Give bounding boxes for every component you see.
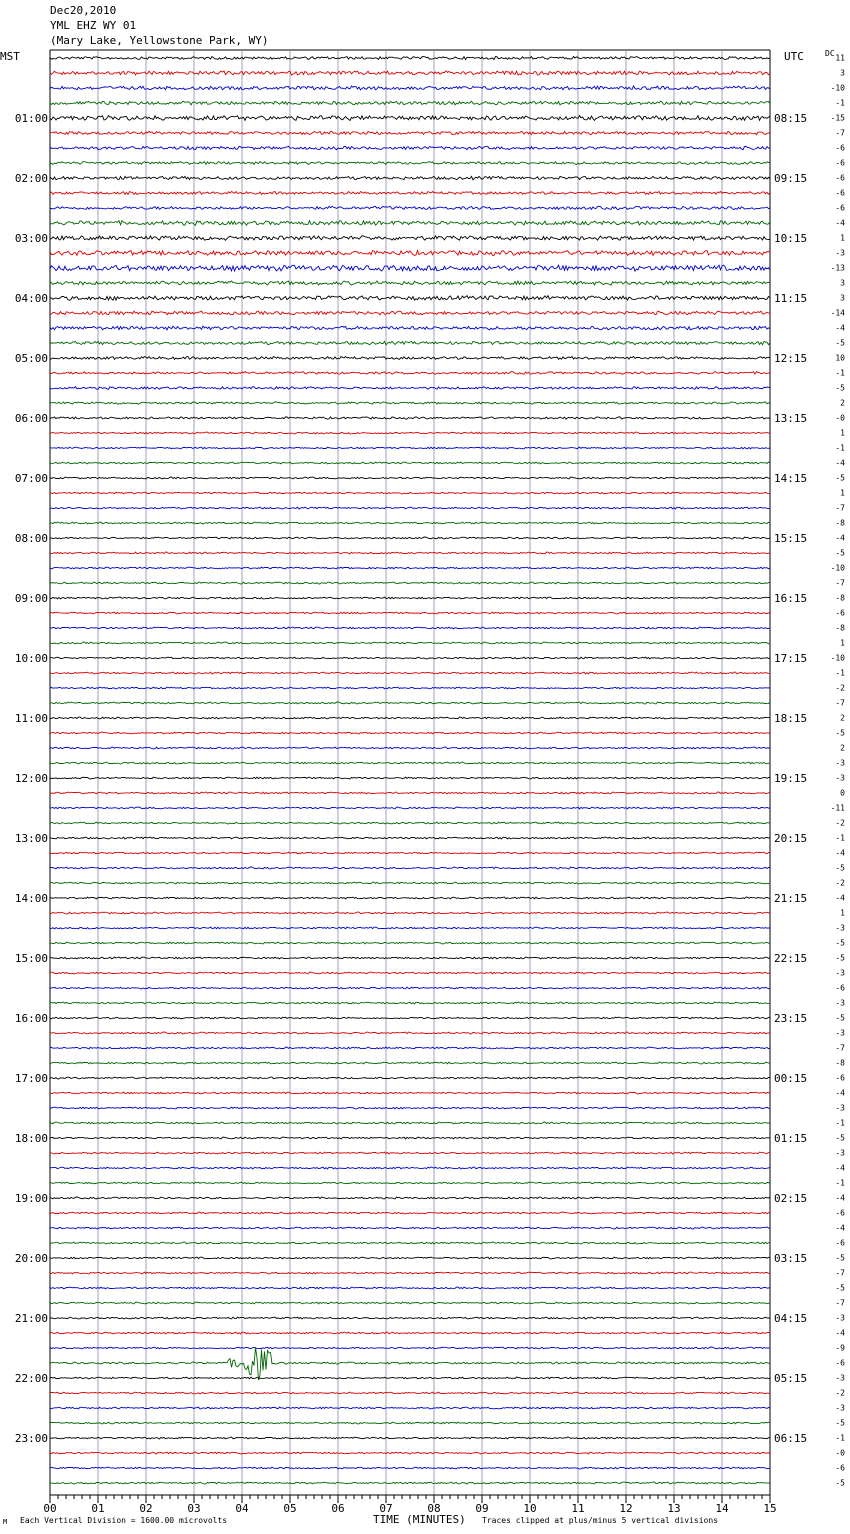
dc-offset-value: -1 <box>835 668 845 678</box>
seismic-trace <box>50 356 770 359</box>
seismic-trace <box>50 57 770 60</box>
seismic-trace <box>50 1287 770 1289</box>
seismic-trace <box>50 417 770 419</box>
seismic-trace <box>50 552 770 554</box>
hour-label-mst: 16:00 <box>14 1012 48 1025</box>
seismic-trace <box>50 1257 770 1259</box>
scale-note: Each Vertical Division = 1600.00 microvolts <box>20 1516 228 1525</box>
dc-offset-value: -6 <box>835 203 845 213</box>
seismic-trace <box>50 1392 770 1394</box>
x-tick-label: 03 <box>187 1502 201 1515</box>
dc-offset-value: -0 <box>835 413 845 423</box>
seismic-trace <box>50 86 770 90</box>
dc-offset-value: -1 <box>835 1178 845 1188</box>
seismic-trace <box>50 732 770 734</box>
hour-label-mst: 22:00 <box>14 1372 48 1385</box>
hour-label-mst: 06:00 <box>14 412 48 425</box>
dc-offset-value: -5 <box>835 1133 845 1143</box>
seismic-trace <box>50 852 770 854</box>
seismic-trace <box>50 882 770 884</box>
seismic-trace <box>50 176 770 180</box>
dc-offset-value: -4 <box>835 458 845 468</box>
seismic-trace <box>50 1167 770 1169</box>
seismic-trace <box>50 1197 770 1199</box>
seismic-trace <box>50 537 770 539</box>
hour-label-utc: 01:15 <box>774 1132 808 1145</box>
dc-offset-value: -5 <box>835 548 845 558</box>
seismic-trace <box>50 747 770 749</box>
seismic-trace <box>50 792 770 794</box>
seismic-trace <box>50 296 770 301</box>
seismic-trace <box>50 1332 770 1334</box>
seismic-trace <box>50 432 770 434</box>
seismic-trace <box>50 101 770 105</box>
hour-label-utc: 00:15 <box>774 1072 808 1085</box>
dc-offset-value: -3 <box>835 968 845 978</box>
seismic-trace <box>50 657 770 659</box>
dc-offset-value: 3 <box>840 278 845 288</box>
dc-offset-value: 1 <box>840 638 845 648</box>
dc-offset-label: DC <box>825 49 835 58</box>
seismic-trace <box>50 372 770 375</box>
hour-label-utc: 14:15 <box>774 472 808 485</box>
hour-label-mst: 03:00 <box>14 232 48 245</box>
dc-offset-value: 10 <box>835 353 845 363</box>
hour-label-utc: 21:15 <box>774 892 808 905</box>
dc-offset-value: 1 <box>840 233 845 243</box>
dc-offset-value: -5 <box>835 1013 845 1023</box>
seismic-trace <box>50 1347 770 1380</box>
x-tick-label: 11 <box>571 1502 585 1515</box>
dc-offset-value: -7 <box>835 1268 845 1278</box>
dc-offset-value: -3 <box>835 1103 845 1113</box>
hour-label-utc: 04:15 <box>774 1312 808 1325</box>
seismic-trace <box>50 146 770 149</box>
right-timezone-label: UTC <box>784 50 804 63</box>
dc-offset-value: -4 <box>835 323 845 333</box>
dc-offset-value: -8 <box>835 623 845 633</box>
seismic-trace <box>50 912 770 914</box>
seismic-trace <box>50 957 770 959</box>
x-tick-label: 00 <box>43 1502 57 1515</box>
hour-label-mst: 18:00 <box>14 1132 48 1145</box>
seismic-trace <box>50 326 770 330</box>
seismic-trace <box>50 1122 770 1124</box>
dc-offset-value: 2 <box>840 743 845 753</box>
seismic-trace <box>50 672 770 674</box>
dc-offset-value: -4 <box>835 1163 845 1173</box>
x-tick-label: 07 <box>379 1502 393 1515</box>
dc-offset-value: -4 <box>835 1088 845 1098</box>
seismic-trace <box>50 987 770 989</box>
dc-offset-value: -2 <box>835 878 845 888</box>
dc-offset-value: -5 <box>835 1253 845 1263</box>
dc-offset-value: -8 <box>835 593 845 603</box>
seismic-trace <box>50 1347 770 1349</box>
x-axis-title: TIME (MINUTES) <box>373 1513 466 1526</box>
seismic-trace <box>50 1032 770 1034</box>
seismic-trace <box>50 251 770 256</box>
x-tick-label: 15 <box>763 1502 777 1515</box>
seismic-trace <box>50 1092 770 1094</box>
dc-offset-value: -5 <box>835 383 845 393</box>
dc-offset-value: -1 <box>835 1118 845 1128</box>
dc-offset-value: -1 <box>835 1433 845 1443</box>
hour-label-mst: 08:00 <box>14 532 48 545</box>
seismic-trace <box>50 627 770 629</box>
left-timezone-label: MST <box>0 50 20 63</box>
dc-offset-value: -5 <box>835 1418 845 1428</box>
dc-offset-value: -10 <box>830 563 845 573</box>
seismic-trace <box>50 1377 770 1379</box>
dc-offset-value: -5 <box>835 473 845 483</box>
x-tick-label: 08 <box>427 1502 441 1515</box>
hour-label-utc: 06:15 <box>774 1432 808 1445</box>
dc-offset-value: -1 <box>835 368 845 378</box>
dc-offset-value: -8 <box>835 1058 845 1068</box>
seismic-trace <box>50 131 770 134</box>
hour-label-utc: 13:15 <box>774 412 808 425</box>
dc-offset-value: 1 <box>840 428 845 438</box>
x-tick-label: 12 <box>619 1502 633 1515</box>
dc-offset-value: -6 <box>835 983 845 993</box>
hour-label-mst: 12:00 <box>14 772 48 785</box>
dc-offset-value: -3 <box>835 1148 845 1158</box>
dc-offset-value: -7 <box>835 503 845 513</box>
hour-label-utc: 12:15 <box>774 352 808 365</box>
seismic-trace <box>50 1212 770 1214</box>
hour-label-utc: 16:15 <box>774 592 808 605</box>
seismic-trace <box>50 387 770 390</box>
seismic-trace <box>50 867 770 869</box>
dc-offset-value: -4 <box>835 218 845 228</box>
seismic-trace <box>50 447 770 449</box>
seismic-trace <box>50 522 770 524</box>
hour-label-utc: 17:15 <box>774 652 808 665</box>
seismic-trace <box>50 1272 770 1274</box>
seismic-trace <box>50 1077 770 1079</box>
dc-offset-value: -6 <box>835 1463 845 1473</box>
x-tick-label: 10 <box>523 1502 537 1515</box>
seismic-trace <box>50 582 770 584</box>
dc-offset-value: 2 <box>840 398 845 408</box>
dc-offset-value: -4 <box>835 1193 845 1203</box>
dc-offset-value: -5 <box>835 1283 845 1293</box>
dc-offset-value: 1 <box>840 488 845 498</box>
dc-offset-value: -6 <box>835 1073 845 1083</box>
hour-label-utc: 05:15 <box>774 1372 808 1385</box>
dc-offset-value: -6 <box>835 1208 845 1218</box>
seismic-trace <box>50 1062 770 1064</box>
seismic-trace <box>50 942 770 944</box>
hour-label-mst: 09:00 <box>14 592 48 605</box>
seismic-trace <box>50 597 770 599</box>
dc-offset-value: -7 <box>835 128 845 138</box>
seismic-trace <box>50 972 770 974</box>
dc-offset-value: -3 <box>835 923 845 933</box>
seismic-trace <box>50 1227 770 1229</box>
hour-label-mst: 23:00 <box>14 1432 48 1445</box>
hour-label-utc: 18:15 <box>774 712 808 725</box>
x-tick-label: 13 <box>667 1502 681 1515</box>
seismic-trace <box>50 612 770 614</box>
seismic-trace <box>50 927 770 929</box>
seismic-trace <box>50 1137 770 1139</box>
seismic-trace <box>50 807 770 809</box>
dc-offset-value: -6 <box>835 173 845 183</box>
seismic-trace <box>50 1437 770 1439</box>
seismic-trace <box>50 1017 770 1019</box>
hour-label-utc: 20:15 <box>774 832 808 845</box>
seismic-trace <box>50 1467 770 1469</box>
dc-offset-value: -5 <box>835 953 845 963</box>
seismic-trace <box>50 1302 770 1304</box>
dc-offset-value: 3 <box>840 68 845 78</box>
seismic-trace <box>50 1452 770 1454</box>
hour-label-utc: 11:15 <box>774 292 808 305</box>
seismic-trace <box>50 477 770 479</box>
corner-mark: M <box>3 1518 8 1526</box>
seismic-trace <box>50 265 770 271</box>
seismic-trace <box>50 281 770 285</box>
x-tick-label: 01 <box>91 1502 105 1515</box>
seismic-trace <box>50 1317 770 1319</box>
dc-offset-value: -3 <box>835 773 845 783</box>
dc-offset-value: -7 <box>835 1043 845 1053</box>
seismic-trace <box>50 1182 770 1184</box>
seismic-trace <box>50 462 770 464</box>
dc-offset-value: -5 <box>835 938 845 948</box>
dc-offset-value: -3 <box>835 1373 845 1383</box>
hour-label-utc: 15:15 <box>774 532 808 545</box>
seismic-trace <box>50 702 770 704</box>
hour-label-utc: 10:15 <box>774 232 808 245</box>
x-tick-label: 02 <box>139 1502 153 1515</box>
seismic-trace <box>50 777 770 779</box>
dc-offset-value: -2 <box>835 1388 845 1398</box>
hour-label-utc: 22:15 <box>774 952 808 965</box>
seismic-trace <box>50 762 770 764</box>
dc-offset-value: -6 <box>835 1238 845 1248</box>
dc-offset-value: -4 <box>835 1223 845 1233</box>
dc-offset-value: -3 <box>835 248 845 258</box>
dc-offset-value: -15 <box>830 113 845 123</box>
hour-label-mst: 05:00 <box>14 352 48 365</box>
hour-label-mst: 21:00 <box>14 1312 48 1325</box>
dc-offset-value: -6 <box>835 1358 845 1368</box>
dc-offset-value: -6 <box>835 143 845 153</box>
dc-offset-value: -3 <box>835 758 845 768</box>
dc-offset-value: -13 <box>830 263 845 273</box>
dc-offset-value: -3 <box>835 1028 845 1038</box>
dc-offset-value: 0 <box>840 788 845 798</box>
hour-label-mst: 13:00 <box>14 832 48 845</box>
x-tick-label: 04 <box>235 1502 249 1515</box>
seismic-trace <box>50 116 770 121</box>
hour-label-mst: 02:00 <box>14 172 48 185</box>
seismic-trace <box>50 1107 770 1109</box>
clip-note: Traces clipped at plus/minus 5 vertical divisions <box>482 1516 719 1525</box>
seismic-trace <box>50 1242 770 1244</box>
dc-offset-value: -4 <box>835 848 845 858</box>
hour-label-mst: 15:00 <box>14 952 48 965</box>
record-date: Dec20,2010 <box>50 4 117 17</box>
station-code: YML EHZ WY 01 <box>50 19 137 32</box>
dc-offset-value: -4 <box>835 533 845 543</box>
seismic-trace <box>50 1152 770 1154</box>
seismic-trace <box>50 206 770 209</box>
dc-offset-value: 2 <box>840 713 845 723</box>
dc-offset-value: -3 <box>835 1403 845 1413</box>
seismic-trace <box>50 822 770 824</box>
hour-label-mst: 07:00 <box>14 472 48 485</box>
dc-offset-value: -10 <box>830 83 845 93</box>
seismic-trace <box>50 311 770 315</box>
seismic-trace <box>50 162 770 165</box>
station-location: (Mary Lake, Yellowstone Park, WY) <box>50 34 269 47</box>
dc-offset-value: -7 <box>835 1298 845 1308</box>
hour-label-mst: 20:00 <box>14 1252 48 1265</box>
seismic-trace <box>50 837 770 839</box>
seismic-trace <box>50 687 770 689</box>
dc-offset-value: -9 <box>835 1343 845 1353</box>
hour-label-utc: 08:15 <box>774 112 808 125</box>
hour-label-utc: 03:15 <box>774 1252 808 1265</box>
hour-label-utc: 02:15 <box>774 1192 808 1205</box>
hour-label-mst: 11:00 <box>14 712 48 725</box>
x-tick-label: 05 <box>283 1502 297 1515</box>
seismic-trace <box>50 1047 770 1049</box>
seismic-trace <box>50 402 770 404</box>
hour-label-mst: 19:00 <box>14 1192 48 1205</box>
dc-offset-value: 11 <box>835 53 845 63</box>
dc-offset-value: -10 <box>830 653 845 663</box>
dc-offset-value: -6 <box>835 158 845 168</box>
dc-offset-value: -14 <box>830 308 845 318</box>
dc-offset-value: -0 <box>835 1448 845 1458</box>
seismic-trace <box>50 1422 770 1424</box>
hour-label-utc: 23:15 <box>774 1012 808 1025</box>
dc-offset-value: -11 <box>830 803 845 813</box>
x-tick-label: 14 <box>715 1502 729 1515</box>
dc-offset-value: -4 <box>835 1328 845 1338</box>
dc-offset-value: -5 <box>835 1478 845 1488</box>
dc-offset-value: -3 <box>835 1313 845 1323</box>
seismic-trace <box>50 717 770 719</box>
seismic-trace <box>50 567 770 569</box>
dc-offset-value: -6 <box>835 188 845 198</box>
dc-offset-value: -3 <box>835 998 845 1008</box>
dc-offset-value: -1 <box>835 833 845 843</box>
seismic-trace <box>50 1407 770 1409</box>
dc-offset-value: -1 <box>835 98 845 108</box>
dc-offset-value: -7 <box>835 578 845 588</box>
dc-offset-value: -7 <box>835 698 845 708</box>
hour-label-mst: 17:00 <box>14 1072 48 1085</box>
seismic-trace <box>50 71 770 75</box>
seismic-trace <box>50 1482 770 1484</box>
seismic-trace <box>50 341 770 345</box>
dc-offset-value: 1 <box>840 908 845 918</box>
x-tick-label: 06 <box>331 1502 345 1515</box>
seismic-trace <box>50 1002 770 1004</box>
dc-offset-value: -8 <box>835 518 845 528</box>
seismic-trace <box>50 897 770 899</box>
dc-offset-value: -5 <box>835 338 845 348</box>
dc-offset-value: -2 <box>835 683 845 693</box>
hour-label-utc: 19:15 <box>774 772 808 785</box>
seismic-trace <box>50 191 770 194</box>
seismic-trace <box>50 236 770 241</box>
hour-label-mst: 04:00 <box>14 292 48 305</box>
seismic-trace <box>50 492 770 494</box>
seismic-trace <box>50 642 770 644</box>
dc-offset-value: 3 <box>840 293 845 303</box>
seismic-trace <box>50 507 770 509</box>
seismic-trace <box>50 221 770 226</box>
dc-offset-value: -5 <box>835 863 845 873</box>
x-tick-label: 09 <box>475 1502 489 1515</box>
hour-label-mst: 14:00 <box>14 892 48 905</box>
hour-label-mst: 10:00 <box>14 652 48 665</box>
hour-label-mst: 01:00 <box>14 112 48 125</box>
hour-label-utc: 09:15 <box>774 172 808 185</box>
dc-offset-value: -1 <box>835 443 845 453</box>
dc-offset-value: -6 <box>835 608 845 618</box>
dc-offset-value: -4 <box>835 893 845 903</box>
dc-offset-value: -5 <box>835 728 845 738</box>
dc-offset-value: -2 <box>835 818 845 828</box>
